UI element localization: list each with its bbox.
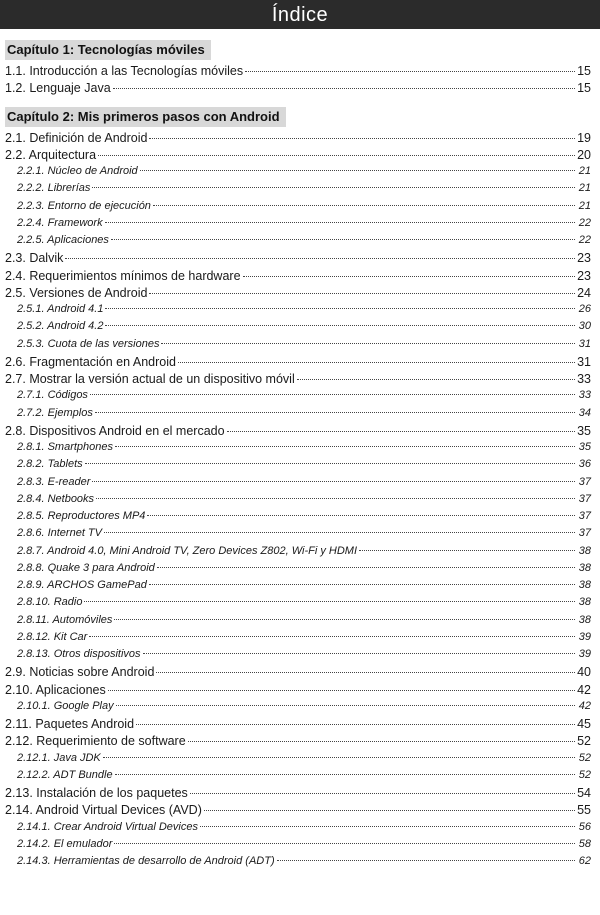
dot-leader: [153, 205, 575, 206]
toc-entry: [5, 372, 591, 389]
toc-entry-title: 2.8.4. Netbooks: [17, 492, 95, 505]
toc-page-number: 15: [577, 64, 591, 78]
dot-leader: [147, 515, 575, 516]
toc-page-number: 37: [578, 475, 591, 488]
dot-leader: [111, 239, 575, 240]
toc-entry-title: 2.5. Versiones de Android: [5, 285, 148, 300]
toc-subentry: [5, 389, 591, 406]
toc-entry-title: 2.5.1. Android 4.1: [17, 303, 104, 315]
dot-leader: [115, 446, 575, 447]
toc-entry-title: 2.14. Android Virtual Devices (AVD): [5, 803, 202, 818]
toc-entry: [5, 683, 591, 700]
toc-entry: [5, 148, 591, 165]
toc-entry-title: 2.8.1. Smartphones: [17, 441, 114, 453]
toc-entry-title: 2.2.4. Framework: [17, 216, 103, 229]
toc-entry: [5, 251, 591, 268]
toc-entry-title: 2.8.13. Otros dispositivos: [17, 648, 141, 660]
dot-leader: [85, 463, 575, 464]
toc-page-number: 52: [577, 734, 591, 749]
dot-leader: [190, 793, 575, 794]
toc-subentry: [5, 769, 591, 786]
toc-subentry: [5, 458, 591, 475]
toc-entry: [5, 81, 591, 98]
toc-subentry: [5, 217, 591, 234]
dot-leader: [149, 293, 575, 294]
chapter-heading: Capítulo 2: Mis primeros pasos con Android: [5, 107, 286, 127]
toc-page-number: 23: [577, 268, 591, 283]
table-of-contents: [5, 40, 591, 872]
toc-subentry: [5, 700, 591, 717]
toc-subentry: [5, 596, 591, 613]
toc-entry-title: 2.8.6. Internet TV: [17, 527, 102, 540]
dot-leader: [143, 653, 575, 654]
toc-entry-title: 2.14.3. Herramientas de desarrollo de Android (ADT): [17, 855, 275, 867]
toc-page-number: 31: [578, 337, 591, 350]
toc-page-number: 37: [578, 510, 591, 522]
toc-subentry: [5, 303, 591, 320]
toc-page-number: 45: [577, 717, 591, 731]
toc-subentry: [5, 631, 591, 648]
toc-subentry: [5, 407, 591, 424]
toc-subentry: [5, 200, 591, 217]
toc-page-number: 37: [578, 492, 591, 505]
toc-subentry: [5, 338, 591, 355]
toc-entry: [5, 803, 591, 820]
toc-page-number: 19: [577, 130, 591, 145]
toc-entry-title: 2.13. Instalación de los paquetes: [5, 786, 188, 800]
toc-page-number: 62: [578, 855, 591, 867]
toc-page-number: 58: [578, 837, 591, 850]
toc-entry-title: 2.2.2. Librerías: [17, 182, 91, 195]
dot-leader: [65, 258, 575, 259]
dot-leader: [136, 724, 575, 725]
toc-entry-title: 2.10.1. Google Play: [17, 699, 114, 712]
toc-subentry: [5, 821, 591, 838]
toc-page-number: 35: [578, 441, 591, 453]
toc-page-number: 33: [578, 389, 591, 402]
toc-page-number: 42: [578, 699, 591, 712]
toc-page-number: 26: [578, 303, 591, 315]
toc-entry-title: 2.7.2. Ejemplos: [17, 406, 93, 419]
toc-page-number: 38: [578, 561, 591, 574]
toc-entry-title: 2.8.5. Reproductores MP4: [17, 510, 146, 522]
dot-leader: [200, 826, 575, 827]
dot-leader: [140, 170, 575, 171]
toc-subentry: [5, 752, 591, 769]
toc-subentry: [5, 648, 591, 665]
toc-entry-title: 2.9. Noticias sobre Android: [5, 665, 155, 680]
toc-entry-title: 2.12. Requerimiento de software: [5, 734, 186, 749]
dot-leader: [92, 187, 575, 188]
dot-leader: [115, 774, 575, 775]
toc-entry: [5, 355, 591, 372]
toc-entry-title: 2.2.5. Aplicaciones: [17, 234, 109, 246]
dot-leader: [90, 394, 575, 395]
toc-entry-title: 2.8. Dispositivos Android en el mercado: [5, 423, 225, 438]
toc-entry-title: 2.2. Arquitectura: [5, 147, 97, 162]
toc-entry-title: 2.8.12. Kit Car: [17, 630, 88, 643]
dot-leader: [104, 532, 575, 533]
chapter-heading: Capítulo 1: Tecnologías móviles: [5, 40, 211, 60]
dot-leader: [359, 550, 575, 551]
toc-page-number: 21: [578, 165, 591, 177]
toc-entry-title: 2.8.3. E-reader: [17, 475, 91, 488]
toc-subentry: [5, 527, 591, 544]
toc-entry-title: 2.5.2. Android 4.2: [17, 320, 104, 333]
toc-entry-title: 2.1. Definición de Android: [5, 130, 148, 145]
dot-leader: [245, 71, 575, 72]
toc-page-number: 21: [578, 182, 591, 195]
dot-leader: [178, 362, 575, 363]
toc-subentry: [5, 838, 591, 855]
toc-entry-title: 1.2. Lenguaje Java: [5, 81, 111, 96]
toc-subentry: [5, 614, 591, 631]
dot-leader: [188, 741, 575, 742]
toc-entry: [5, 734, 591, 751]
toc-entry-title: 2.8.11. Automóviles: [17, 613, 113, 626]
toc-page-number: 22: [578, 234, 591, 246]
toc-entry: [5, 665, 591, 682]
toc-entry: [5, 286, 591, 303]
dot-leader: [156, 672, 575, 673]
dot-leader: [92, 481, 575, 482]
toc-subentry: [5, 234, 591, 251]
toc-page-number: 38: [578, 613, 591, 626]
toc-entry-title: 2.7. Mostrar la versión actual de un dispositivo móvil: [5, 372, 295, 386]
toc-entry-title: 2.5.3. Cuota de las versiones: [17, 337, 160, 350]
dot-leader: [105, 308, 575, 309]
toc-entry-title: 2.10. Aplicaciones: [5, 682, 106, 697]
toc-page-number: 38: [578, 579, 591, 591]
toc-page-number: 35: [577, 423, 591, 438]
toc-entry-title: 2.3. Dalvik: [5, 251, 64, 266]
toc-page-number: 39: [578, 630, 591, 643]
toc-page-number: 23: [577, 251, 591, 266]
toc-entry-title: 2.8.2. Tablets: [17, 458, 83, 471]
toc-subentry: [5, 182, 591, 199]
toc-page-number: 34: [578, 406, 591, 419]
toc-page-number: 54: [577, 786, 591, 800]
toc-entry: [5, 786, 591, 803]
dot-leader: [297, 379, 575, 380]
page-title: Índice: [0, 0, 600, 29]
dot-leader: [113, 88, 575, 89]
toc-entry: [5, 131, 591, 148]
chapter-heading-wrap: [5, 107, 591, 127]
dot-leader: [105, 222, 575, 223]
dot-leader: [96, 498, 575, 499]
dot-leader: [105, 325, 575, 326]
dot-leader: [95, 412, 575, 413]
dot-leader: [114, 843, 575, 844]
toc-entry-title: 2.8.9. ARCHOS GamePad: [17, 579, 147, 591]
toc-entry: [5, 64, 591, 81]
toc-subentry: [5, 493, 591, 510]
dot-leader: [204, 810, 575, 811]
dot-leader: [114, 619, 575, 620]
toc-entry: [5, 717, 591, 734]
toc-subentry: [5, 579, 591, 596]
toc-entry-title: 2.14.2. El emulador: [17, 837, 113, 850]
toc-page-number: 39: [578, 648, 591, 660]
toc-subentry: [5, 510, 591, 527]
toc-subentry: [5, 165, 591, 182]
toc-entry-title: 2.2.3. Entorno de ejecución: [17, 199, 151, 212]
toc-subentry: [5, 562, 591, 579]
toc-entry-title: 1.1. Introducción a las Tecnologías móviles: [5, 64, 244, 78]
toc-entry-title: 2.8.7. Android 4.0, Mini Android TV, Zero Devices Z802, Wi-Fi y HDMI: [17, 544, 357, 557]
toc-entry-title: 2.7.1. Códigos: [17, 389, 88, 402]
toc-entry-title: 2.6. Fragmentación en Android: [5, 354, 176, 369]
toc-subentry: [5, 320, 591, 337]
dot-leader: [84, 601, 575, 602]
toc-subentry: [5, 855, 591, 872]
toc-page-number: 37: [578, 527, 591, 540]
toc-subentry: [5, 441, 591, 458]
toc-page-number: 20: [577, 147, 591, 162]
toc-entry-title: 2.14.1. Crear Android Virtual Devices: [17, 820, 198, 833]
dot-leader: [98, 155, 575, 156]
toc-page-number: 36: [578, 458, 591, 471]
chapter-heading-wrap: [5, 40, 591, 60]
toc-subentry: [5, 476, 591, 493]
toc-entry: [5, 424, 591, 441]
toc-page-number: 52: [578, 751, 591, 764]
dot-leader: [149, 138, 575, 139]
dot-leader: [227, 431, 575, 432]
toc-entry-title: 2.4. Requerimientos mínimos de hardware: [5, 268, 241, 283]
dot-leader: [243, 276, 575, 277]
toc-page-number: 22: [578, 216, 591, 229]
toc-subentry: [5, 545, 591, 562]
toc-page-number: 21: [578, 199, 591, 212]
toc-entry-title: 2.8.10. Radio: [17, 596, 83, 609]
dot-leader: [157, 567, 575, 568]
toc-entry-title: 2.2.1. Núcleo de Android: [17, 165, 138, 177]
toc-entry-title: 2.12.1. Java JDK: [17, 751, 101, 764]
toc-page-number: 40: [577, 665, 591, 680]
toc-page-number: 24: [577, 285, 591, 300]
toc-page-number: 38: [578, 544, 591, 557]
dot-leader: [116, 705, 575, 706]
dot-leader: [149, 584, 575, 585]
dot-leader: [103, 757, 575, 758]
toc-page-number: 42: [577, 682, 591, 697]
toc-page-number: 52: [578, 768, 591, 781]
toc-page-number: 31: [577, 354, 591, 369]
toc-entry-title: 2.11. Paquetes Android: [5, 717, 135, 731]
toc-page-number: 55: [577, 803, 591, 818]
dot-leader: [161, 343, 575, 344]
toc-entry: [5, 269, 591, 286]
toc-page-number: 56: [578, 820, 591, 833]
dot-leader: [277, 860, 575, 861]
toc-page-number: 15: [577, 81, 591, 96]
dot-leader: [108, 690, 575, 691]
toc-entry-title: 2.12.2. ADT Bundle: [17, 768, 113, 781]
dot-leader: [89, 636, 575, 637]
toc-entry-title: 2.8.8. Quake 3 para Android: [17, 561, 155, 574]
toc-page-number: 30: [578, 320, 591, 333]
toc-page-number: 33: [577, 372, 591, 386]
toc-page-number: 38: [578, 596, 591, 609]
